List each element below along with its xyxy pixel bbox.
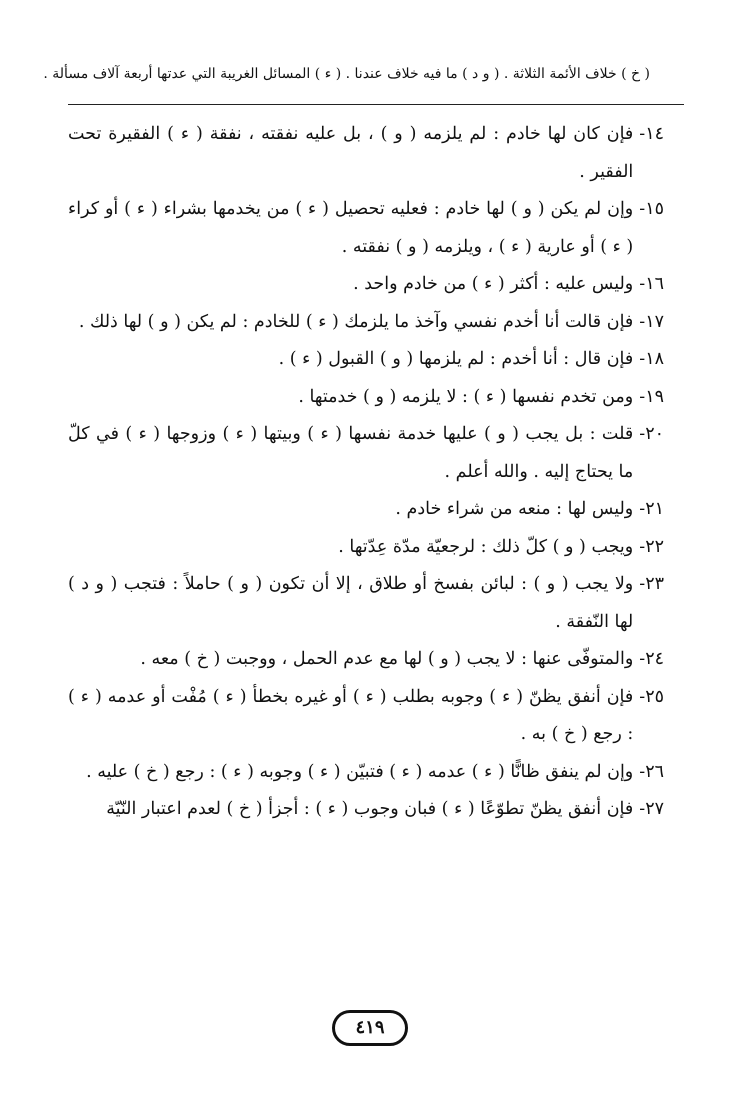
list-item: [68, 379, 664, 417]
item-text: فإن كان لها خادم : لم يلزمه ( و ) ، بل عليه نفقته ، نفقة ( ء ) الفقيرة تحت الفقير .: [68, 124, 634, 182]
item-number: ٢٣-: [639, 574, 664, 594]
list-item: [68, 529, 664, 567]
item-number: ٢١-: [639, 499, 664, 519]
item-number: ١٧-: [639, 311, 664, 332]
list-item: [68, 791, 664, 829]
page-number-badge: ٤١٩: [332, 1010, 408, 1046]
item-number: ١٤-: [639, 124, 664, 144]
item-text: ومن تخدم نفسها ( ء ) : لا يلزمه ( و ) خدمتها .: [298, 386, 634, 407]
list-item: [68, 116, 664, 191]
item-number: ٢٦-: [639, 761, 664, 782]
item-number: ١٥-: [639, 199, 664, 219]
item-number: ٢٤-: [639, 649, 664, 669]
page-content: [68, 116, 664, 829]
list-item: [68, 304, 664, 342]
list-item: [68, 641, 664, 679]
list-item: [68, 416, 664, 491]
item-text: وليس عليه : أكثر ( ء ) من خادم واحد .: [353, 274, 634, 294]
item-text: وليس لها : منعه من شراء خادم .: [395, 499, 634, 519]
item-text: والمتوفّى عنها : لا يجب ( و ) لها مع عدم الحمل ، ووجبت ( خ ) معه .: [140, 649, 634, 669]
list-item: [68, 679, 664, 754]
item-number: ٢٢-: [639, 536, 664, 557]
list-item: [68, 266, 664, 304]
list-item: [68, 566, 664, 641]
header-divider: [68, 104, 684, 105]
list-item: [68, 191, 664, 266]
item-text: فإن أنفق يظنّ ( ء ) وجوبه بطلب ( ء ) أو غيره بخطأ ( ء ) مُفْت أو عدمه ( ء ) : رجع ( خ ) به .: [68, 686, 634, 744]
item-text: فإن قالت أنا أخدم نفسي وآخذ ما يلزمك ( ء ) للخادم : لم يكن ( و ) لها ذلك .: [78, 311, 634, 332]
item-number: ١٩-: [639, 386, 664, 407]
item-number: ٢٧-: [639, 799, 664, 819]
item-text: قلت : بل يجب ( و ) عليها خدمة نفسها ( ء ) وبيتها ( ء ) وزوجها ( ء ) في كلّ ما يحتاج إليه . والله أعلم .: [68, 424, 634, 482]
item-number: ٢٠-: [639, 424, 664, 444]
list-item: [68, 754, 664, 792]
item-number: ١٦-: [639, 274, 664, 294]
item-number: ١٨-: [639, 349, 664, 369]
item-text: وإن لم يكن ( و ) لها خادم : فعليه تحصيل ( ء ) من يخدمها بشراء ( ء ) أو كراء ( ء ) أو عارية ( ء ) ، ويلزمه ( و ) نفقته .: [68, 199, 634, 257]
item-text: وإن لم ينفق ظانًّا ( ء ) عدمه ( ء ) فتبيّن ( ء ) وجوبه ( ء ) : رجع ( خ ) عليه .: [86, 761, 634, 782]
item-text: فإن أنفق يظنّ تطوّعًا ( ء ) فبان وجوب ( ء ) : أجزأ ( خ ) لعدم اعتبار النّيّة: [106, 799, 634, 819]
item-text: فإن قال : أنا أخدم : لم يلزمها ( و ) القبول ( ء ) .: [278, 349, 634, 369]
item-text: ولا يجب ( و ) : لبائن بفسخ أو طلاق ، إلا أن تكون ( و ) حاملاً : فتجب ( و د ) لها النّفقة .: [68, 574, 634, 632]
item-text: ويجب ( و ) كلّ ذلك : لرجعيّة مدّة عِدّتها .: [338, 536, 634, 557]
page-header-legend: ( خ ) خلاف الأئمة الثلاثة . ( و د ) ما فيه خلاف عندنا . ( ء ) المسائل الغريبة التي عدتها أربعة آلاف مسألة .: [43, 66, 650, 82]
item-number: ٢٥-: [639, 686, 664, 707]
list-item: [68, 491, 664, 529]
list-item: [68, 341, 664, 379]
